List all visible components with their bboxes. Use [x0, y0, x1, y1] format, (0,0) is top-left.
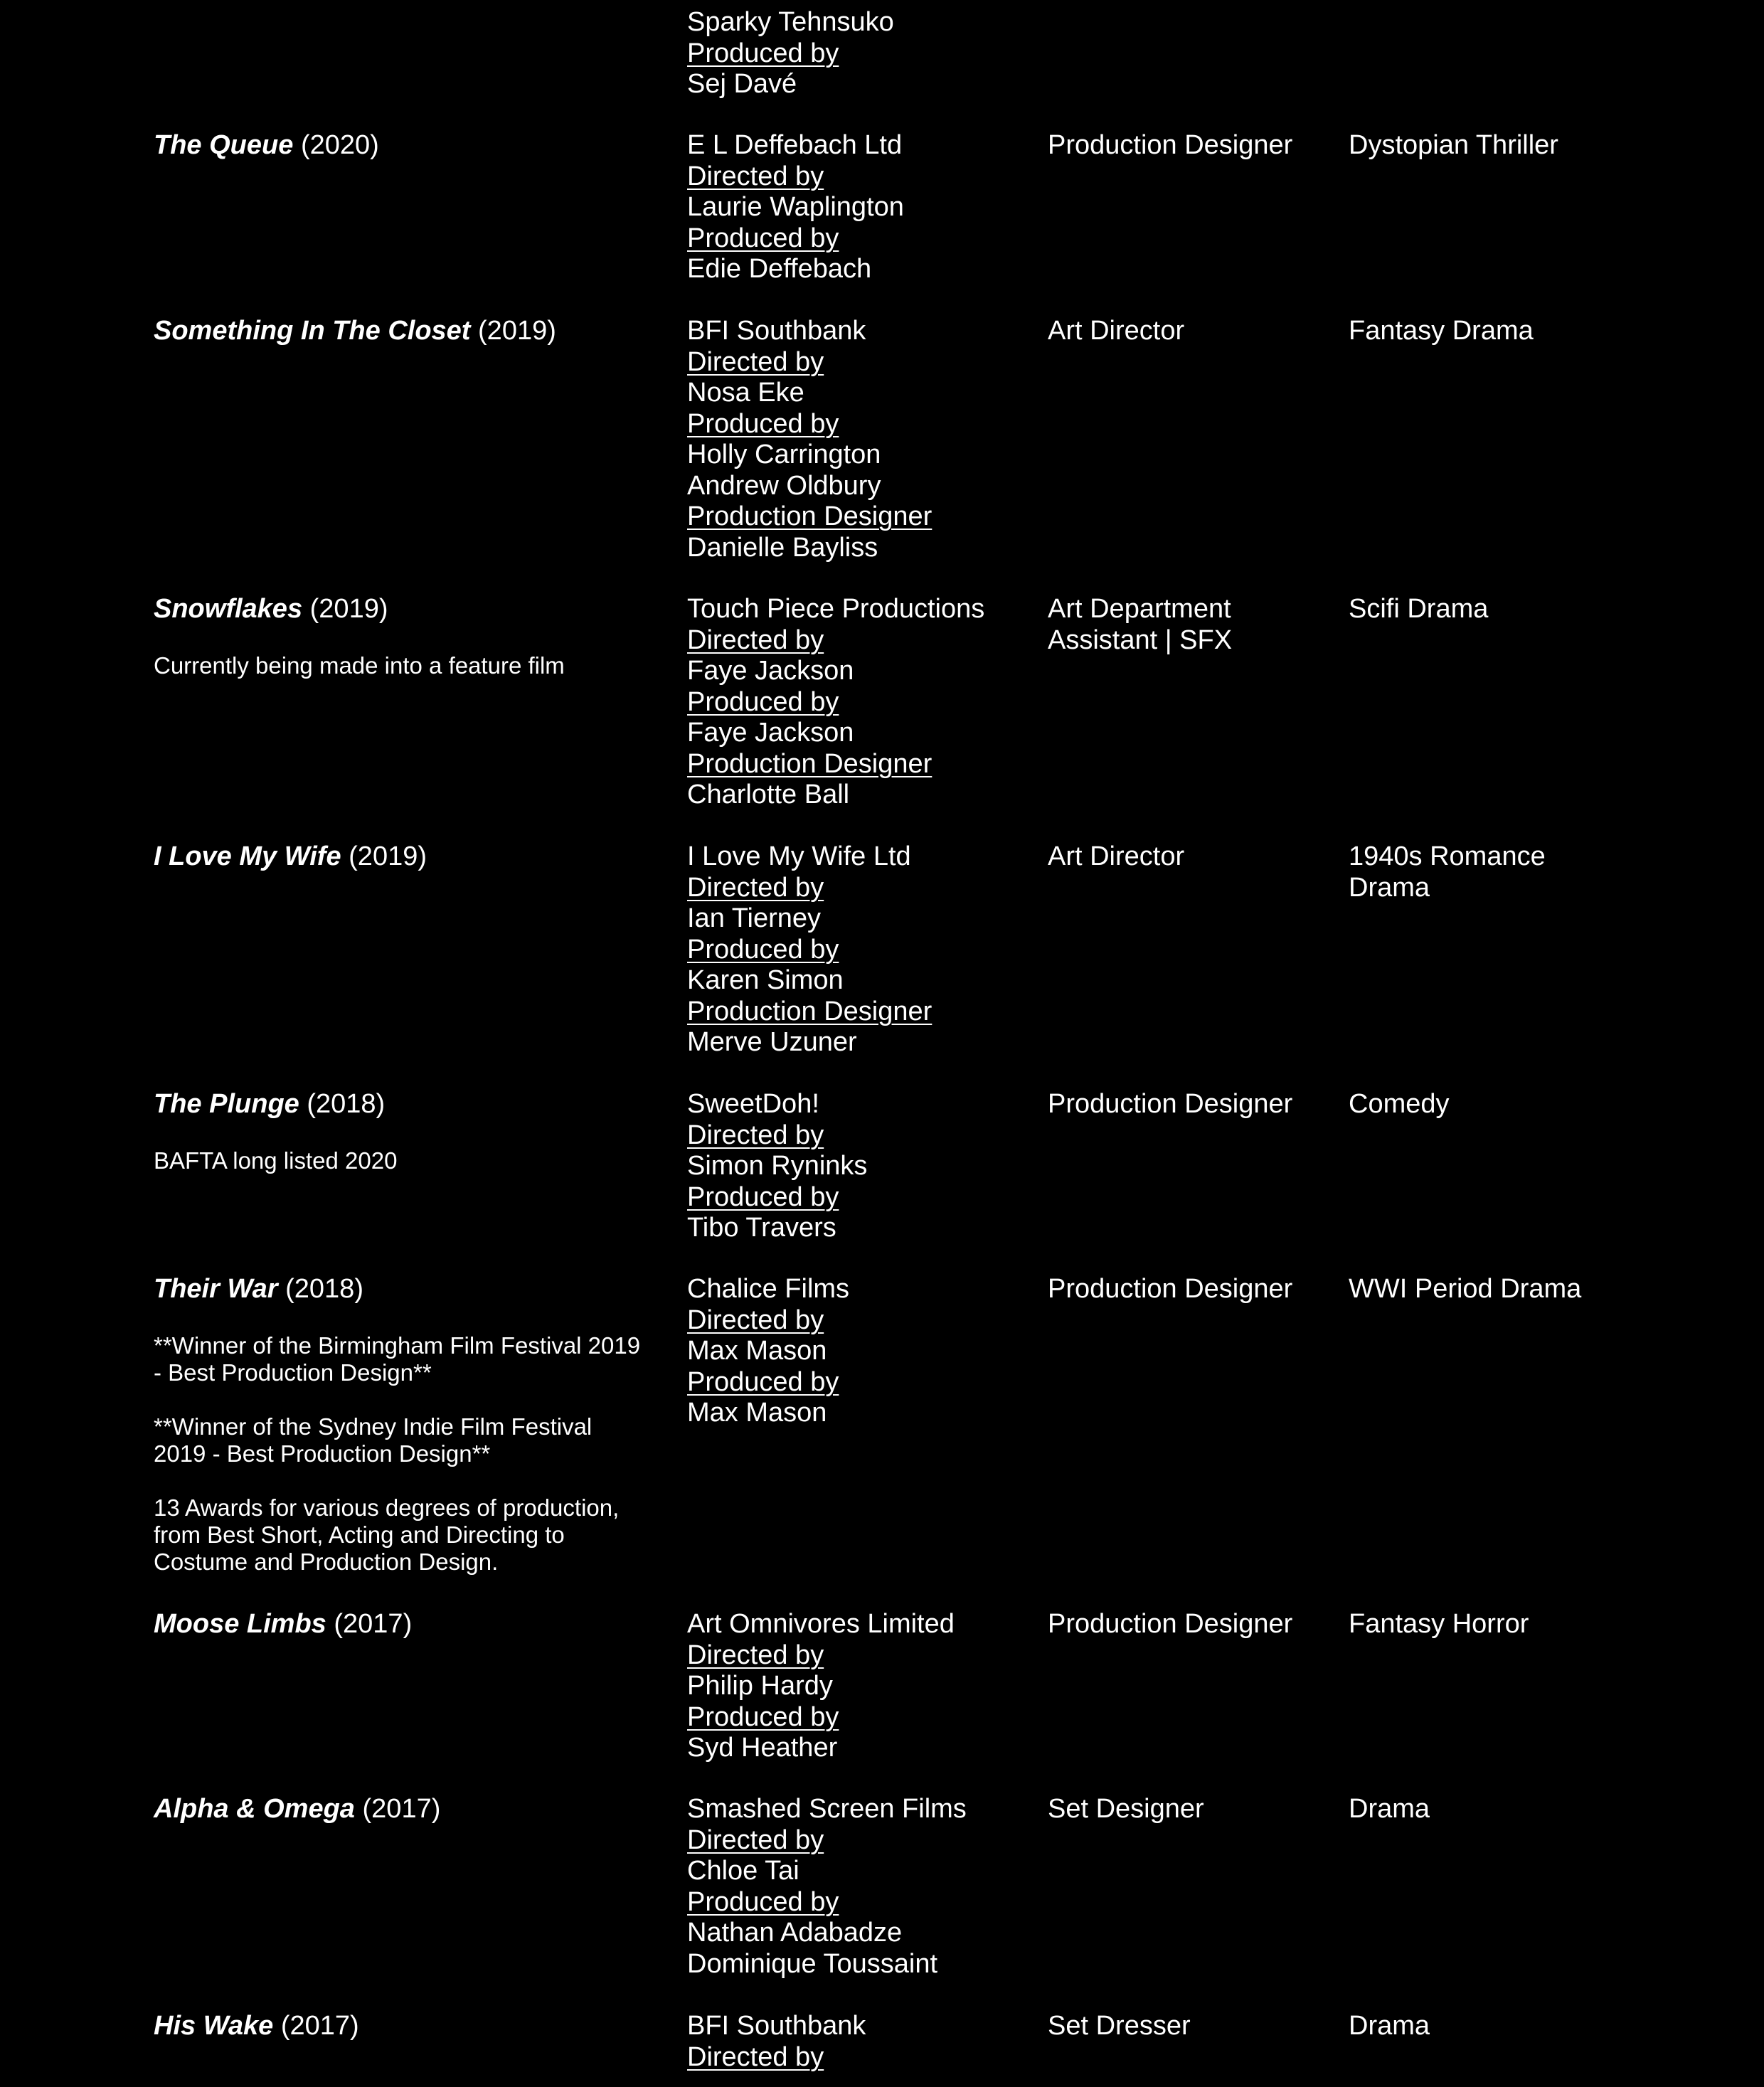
crew-name: Merve Uzuner	[687, 1027, 857, 1057]
production-company: BFI Southbank	[687, 316, 866, 346]
film-title-cell	[154, 2011, 652, 2042]
crew-name: Holly Carrington	[687, 440, 881, 469]
role-text: Production Designer	[1048, 1609, 1293, 1639]
crew-name: Faye Jackson	[687, 656, 854, 686]
credit-label-produced-by[interactable]: Produced by	[687, 1181, 839, 1212]
film-title	[154, 316, 652, 347]
crew-name: Nathan Adabadze	[687, 1918, 903, 1948]
crew-name: Max Mason	[687, 1336, 827, 1366]
production-details	[687, 841, 1043, 1058]
genre-cell	[1349, 841, 1662, 903]
role-cell	[1048, 1274, 1346, 1305]
film-name: I Love My Wife	[154, 841, 341, 871]
crew-name: Ian Tierney	[687, 903, 821, 933]
film-year: (2017)	[334, 1609, 413, 1639]
genre-cell	[1349, 130, 1662, 161]
crew-name: Andrew Oldbury	[687, 470, 881, 501]
genre-text: Fantasy Drama	[1349, 316, 1534, 346]
production-details	[687, 594, 1043, 811]
crew-name: Philip Hardy	[687, 1671, 833, 1701]
crew-name: Karen Simon	[687, 965, 844, 995]
credit-label-production-designer[interactable]: Production Designer	[687, 748, 933, 779]
credit-label-produced-by[interactable]: Produced by	[687, 38, 839, 68]
role-cell	[1048, 316, 1346, 347]
genre-text: Dystopian Thriller	[1349, 130, 1558, 160]
credit-label-directed-by[interactable]: Directed by	[687, 2041, 824, 2072]
film-notes	[154, 1332, 652, 1576]
crew-name: Danielle Bayliss	[687, 532, 878, 563]
credit-label-produced-by[interactable]: Produced by	[687, 408, 839, 439]
award-note	[154, 652, 652, 679]
credit-label-directed-by[interactable]: Directed by	[687, 346, 824, 377]
credit-label-directed-by[interactable]: Directed by	[687, 1640, 824, 1670]
film-name: The Queue	[154, 130, 294, 160]
production-company: I Love My Wife Ltd	[687, 841, 911, 871]
film-title-cell	[154, 130, 652, 161]
genre-text: Drama	[1349, 872, 1430, 903]
film-title	[154, 1274, 652, 1305]
film-title	[154, 1794, 652, 1825]
note-line: **Winner of the Sydney Indie Film Festival	[154, 1413, 593, 1440]
film-year: (2019)	[478, 316, 556, 346]
production-company: E L Deffebach Ltd	[687, 130, 903, 160]
film-title-cell	[154, 1609, 652, 1640]
genre-text: Drama	[1349, 2011, 1430, 2041]
crew-name: Simon Ryninks	[687, 1151, 868, 1181]
role-cell	[1048, 1794, 1346, 1825]
film-title-cell	[154, 316, 652, 347]
production-company: Smashed Screen Films	[687, 1794, 967, 1824]
genre-text: 1940s Romance	[1349, 841, 1546, 871]
genre-text: Scifi Drama	[1349, 594, 1489, 624]
film-title-cell	[154, 1089, 652, 1174]
film-name: Something In The Closet	[154, 316, 471, 346]
role-cell	[1048, 841, 1346, 873]
role-text: Assistant | SFX	[1048, 625, 1233, 655]
genre-cell	[1349, 1794, 1662, 1825]
crew-name: Faye Jackson	[687, 718, 854, 748]
award-note	[154, 1332, 652, 1386]
award-note	[154, 1413, 652, 1467]
film-title-cell	[154, 841, 652, 873]
production-company: SweetDoh!	[687, 1089, 819, 1119]
film-title-cell	[154, 594, 652, 679]
genre-text: Fantasy Horror	[1349, 1609, 1529, 1639]
film-title	[154, 1089, 652, 1120]
production-details	[687, 2011, 1043, 2073]
role-cell	[1048, 1089, 1346, 1120]
production-company: Touch Piece Productions	[687, 594, 985, 624]
role-text: Production Designer	[1048, 130, 1293, 160]
credit-label-directed-by[interactable]: Directed by	[687, 1305, 824, 1335]
role-text: Production Designer	[1048, 1274, 1293, 1304]
note-line: **Winner of the Birmingham Film Festival 2019	[154, 1332, 641, 1359]
crew-name: Nosa Eke	[687, 378, 804, 408]
film-name: His Wake	[154, 2011, 274, 2041]
credit-label-directed-by[interactable]: Directed by	[687, 872, 824, 903]
film-year: (2018)	[307, 1089, 386, 1119]
role-cell	[1048, 1609, 1346, 1640]
role-text: Art Department	[1048, 594, 1231, 624]
role-cell	[1048, 594, 1346, 656]
credit-label-produced-by[interactable]: Produced by	[687, 686, 839, 717]
role-text: Art Director	[1048, 841, 1185, 871]
genre-text: Drama	[1349, 1794, 1430, 1824]
credit-label-produced-by[interactable]: Produced by	[687, 1886, 839, 1917]
crew-name: Laurie Waplington	[687, 192, 904, 222]
crew-name: Dominique Toussaint	[687, 1948, 938, 1979]
film-year: (2017)	[362, 1794, 441, 1824]
film-title-cell	[154, 1274, 652, 1576]
genre-text: WWI Period Drama	[1349, 1274, 1582, 1304]
production-details	[687, 7, 1043, 100]
role-cell	[1048, 130, 1346, 161]
crew-name: Charlotte Ball	[687, 780, 850, 809]
note-line: from Best Short, Acting and Directing to	[154, 1521, 565, 1548]
role-cell	[1048, 2011, 1346, 2042]
film-title	[154, 2011, 652, 2042]
genre-cell	[1349, 2011, 1662, 2042]
film-year: (2018)	[285, 1274, 363, 1304]
credit-label-production-designer[interactable]: Production Designer	[687, 996, 933, 1026]
film-title-cell	[154, 1794, 652, 1825]
film-name: Alpha & Omega	[154, 1794, 355, 1824]
crew-name: Chloe Tai	[687, 1856, 799, 1886]
credit-label-directed-by[interactable]: Directed by	[687, 161, 824, 191]
film-name: Snowflakes	[154, 594, 303, 624]
production-company: Chalice Films	[687, 1274, 850, 1304]
production-details	[687, 1794, 1043, 1980]
film-title	[154, 841, 652, 873]
film-year: (2020)	[300, 130, 379, 160]
award-note	[154, 1147, 652, 1174]
genre-cell	[1349, 594, 1662, 625]
film-year: (2019)	[349, 841, 427, 871]
credit-label-produced-by[interactable]: Produced by	[687, 1366, 839, 1397]
crew-name: Syd Heather	[687, 1733, 838, 1763]
film-name: Their War	[154, 1274, 278, 1304]
film-title	[154, 130, 652, 161]
film-year: (2019)	[309, 594, 388, 624]
production-details	[687, 130, 1043, 285]
note-line: BAFTA long listed 2020	[154, 1147, 398, 1174]
note-line: 2019 - Best Production Design**	[154, 1440, 491, 1467]
production-details	[687, 316, 1043, 563]
credit-label-directed-by[interactable]: Directed by	[687, 625, 824, 655]
production-details	[687, 1089, 1043, 1244]
credit-label-directed-by[interactable]: Directed by	[687, 1120, 824, 1150]
film-name: The Plunge	[154, 1089, 299, 1119]
film-title	[154, 594, 652, 625]
film-name: Moose Limbs	[154, 1609, 326, 1639]
genre-cell	[1349, 1274, 1662, 1305]
note-line: 13 Awards for various degrees of production,	[154, 1494, 620, 1521]
genre-cell	[1349, 1609, 1662, 1640]
genre-cell	[1349, 1089, 1662, 1120]
role-text: Production Designer	[1048, 1089, 1293, 1119]
note-line: Currently being made into a feature film	[154, 652, 565, 679]
credit-label-directed-by[interactable]: Directed by	[687, 1825, 824, 1855]
production-company: Art Omnivores Limited	[687, 1609, 955, 1639]
film-notes	[154, 652, 652, 679]
crew-name: Sparky Tehnsuko	[687, 7, 894, 37]
credit-label-produced-by[interactable]: Produced by	[687, 1701, 839, 1732]
credit-label-production-designer[interactable]: Production Designer	[687, 501, 933, 531]
production-details	[687, 1609, 1043, 1764]
production-company: BFI Southbank	[687, 2011, 866, 2041]
crew-name: Tibo Travers	[687, 1213, 836, 1243]
genre-cell	[1349, 316, 1662, 347]
crew-name: Edie Deffebach	[687, 254, 872, 284]
film-notes	[154, 1147, 652, 1174]
role-text: Set Designer	[1048, 1794, 1204, 1824]
film-title	[154, 1609, 652, 1640]
crew-name: Sej Davé	[687, 69, 797, 99]
role-text: Set Dresser	[1048, 2011, 1191, 2041]
credit-label-produced-by[interactable]: Produced by	[687, 934, 839, 965]
note-line: - Best Production Design**	[154, 1359, 432, 1386]
award-note	[154, 1494, 652, 1576]
film-year: (2017)	[280, 2011, 359, 2041]
role-text: Art Director	[1048, 316, 1185, 346]
crew-name: Max Mason	[687, 1398, 827, 1428]
credit-label-produced-by[interactable]: Produced by	[687, 223, 839, 253]
note-line: Costume and Production Design.	[154, 1548, 499, 1575]
production-details	[687, 1274, 1043, 1429]
genre-text: Comedy	[1349, 1089, 1450, 1119]
